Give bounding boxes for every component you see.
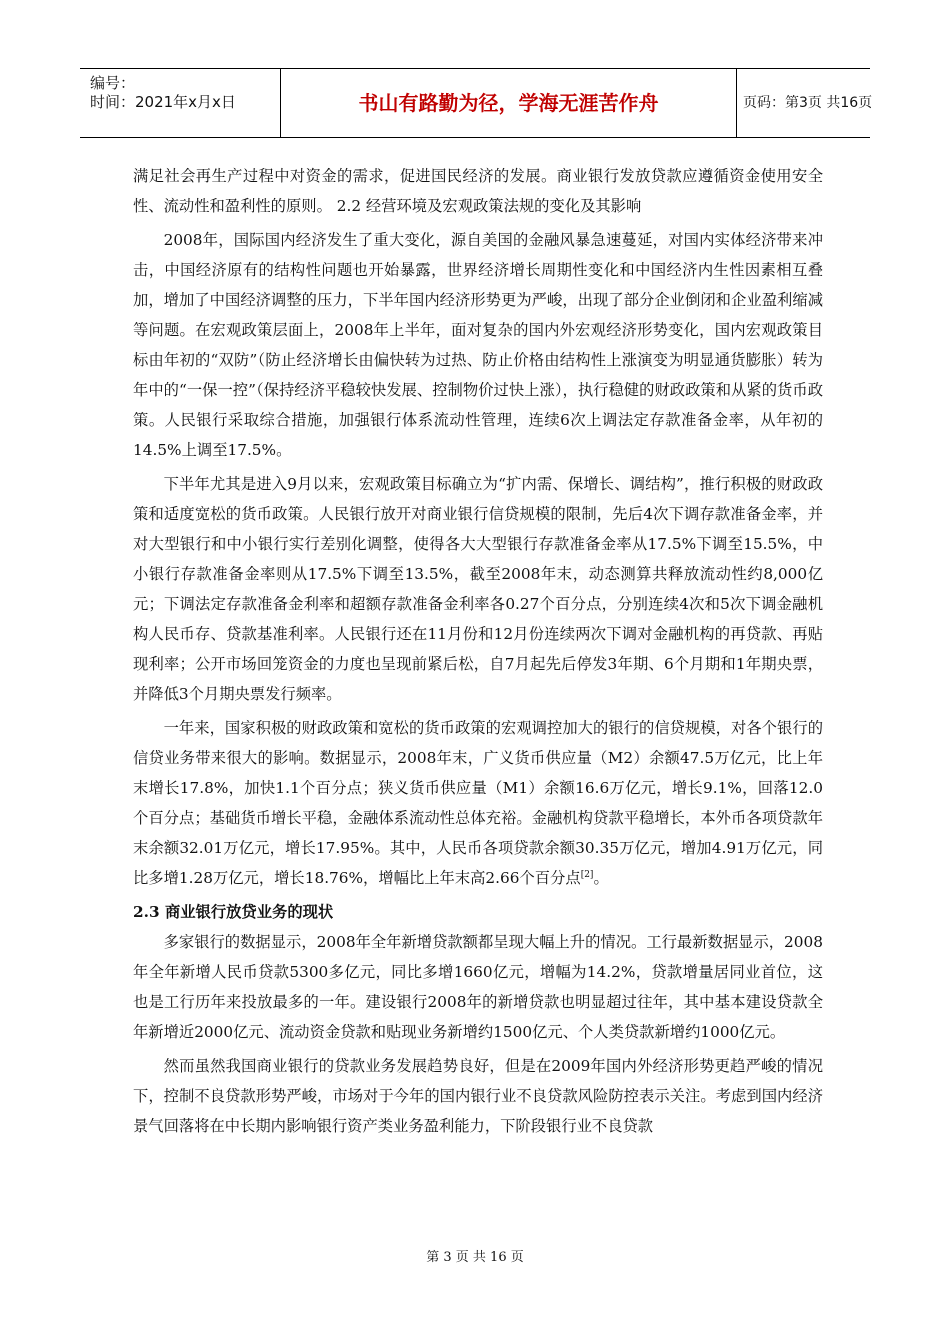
header-motto: 书山有路勤为径，学海无涯苦作舟 bbox=[281, 69, 737, 137]
page-footer: 第 3 页 共 16 页 bbox=[426, 1250, 524, 1265]
document-date: 时间：2021年x月x日 bbox=[90, 93, 236, 111]
citation-ref: [2] bbox=[580, 869, 594, 880]
section-heading: 2.3 商业银行放贷业务的现状 bbox=[133, 903, 334, 921]
header-meta bbox=[80, 69, 281, 137]
paragraph: 2008年，国际国内经济发生了重大变化，源自美国的金融风暴急速蔓延，对国内实体经济带来冲击，中国经济原有的结构性问题也开始暴露，世界经济增长周期性变化和中国经济内生性因素相互叠加，增加了中国经济调整的压力，下半年国内经济形势更为严峻，出现了部分企业倒闭和企业盈利缩减等问题。在宏观政策层面上，2008年上半年，面对复杂的国内外宏观经济形势变化，国内宏观政策目标由年初的“双防”（防止经济增长由偏快转为过热、防止价格由结构性上涨演变为明显通货膨胀）转为年中的“一保一控”（保持经济平稳较快发展、控制物价过快上涨），执行稳健的财政政策和从紧的货币政策。人民银行采取综合措施，加强银行体系流动性管理，连续6次上调法定存款准备金率，从年初的14.5%上调至17.5%。 bbox=[133, 231, 823, 459]
document-body bbox=[133, 161, 823, 1145]
paragraph-text: 一年来，国家积极的财政政策和宽松的货币政策的宏观调控加大的银行的信贷规模，对各个银行的信贷业务带来很大的影响。数据显示，2008年末，广义货币供应量（M2）余额47.5万亿元，比上年末增长17.8%，加快1.1个百分点；狭义货币供应量（M1）余额16.6万亿元，增长9.1%，回落12.0个百分点；基础货币增长平稳，金融体系流动性总体充裕。金融机构贷款平稳增长，本外币各项贷款年末余额32.01万亿元，增长17.95%。其中，人民币各项贷款余额30.35万亿元，增加4.91万亿元，同比多增1.28万亿元，增长18.76%，增幅比上年末高2.66个百分点 bbox=[133, 719, 823, 887]
paragraph: 下半年尤其是进入9月以来，宏观政策目标确立为“扩内需、保增长、调结构”，推行积极的财政政策和适度宽松的货币政策。人民银行放开对商业银行信贷规模的限制，先后4次下调存款准备金率，并对大型银行和中小银行实行差别化调整，使得各大大型银行存款准备金率从17.5%下调至15.5%，中小银行存款准备金率则从17.5%下调至13.5%，截至2008年末，动态测算共释放流动性约8,000亿元；下调法定存款准备金利率和超额存款准备金利率各0.27个百分点，分别连续4次和5次下调金融机构人民币存、贷款基准利率。人民银行还在11月份和12月份连续两次下调对金融机构的再贷款、再贴现利率；公开市场回笼资金的力度也呈现前紧后松，自7月起先后停发3年期、6个月期和1年期央票，并降低3个月期央票发行频率。 bbox=[133, 475, 823, 703]
paragraph bbox=[133, 713, 823, 893]
paragraph-end: 。 bbox=[593, 869, 609, 887]
paragraph: 然而虽然我国商业银行的贷款业务发展趋势良好，但是在2009年国内外经济形势更趋严峻的情况下，控制不良贷款形势严峻，市场对于今年的国内银行业不良贷款风险防控表示关注。考虑到国内经济景气回落将在中长期内影响银行资产类业务盈利能力，下阶段银行业不良贷款 bbox=[133, 1057, 823, 1135]
paragraph: 满足社会再生产过程中对资金的需求，促进国民经济的发展。商业银行发放贷款应遵循资金使用安全性、流动性和盈利性的原则。 2.2 经营环境及宏观政策法规的变化及其影响 bbox=[133, 167, 823, 215]
page-header bbox=[80, 68, 873, 138]
document-number: 编号： bbox=[90, 74, 136, 92]
header-page-number: 页码：第3页 共16页 bbox=[743, 95, 873, 111]
paragraph: 多家银行的数据显示，2008年全年新增贷款额都呈现大幅上升的情况。工行最新数据显示，2008年全年新增人民币贷款5300多亿元，同比多增1660亿元，增幅为14.2%，贷款增量居同业首位，这也是工行历年来投放最多的一年。建设银行2008年的新增贷款也明显超过往年，其中基本建设贷款全年新增近2000亿元、流动资金贷款和贴现业务新增约1500亿元、个人类贷款新增约1000亿元。 bbox=[133, 933, 823, 1041]
